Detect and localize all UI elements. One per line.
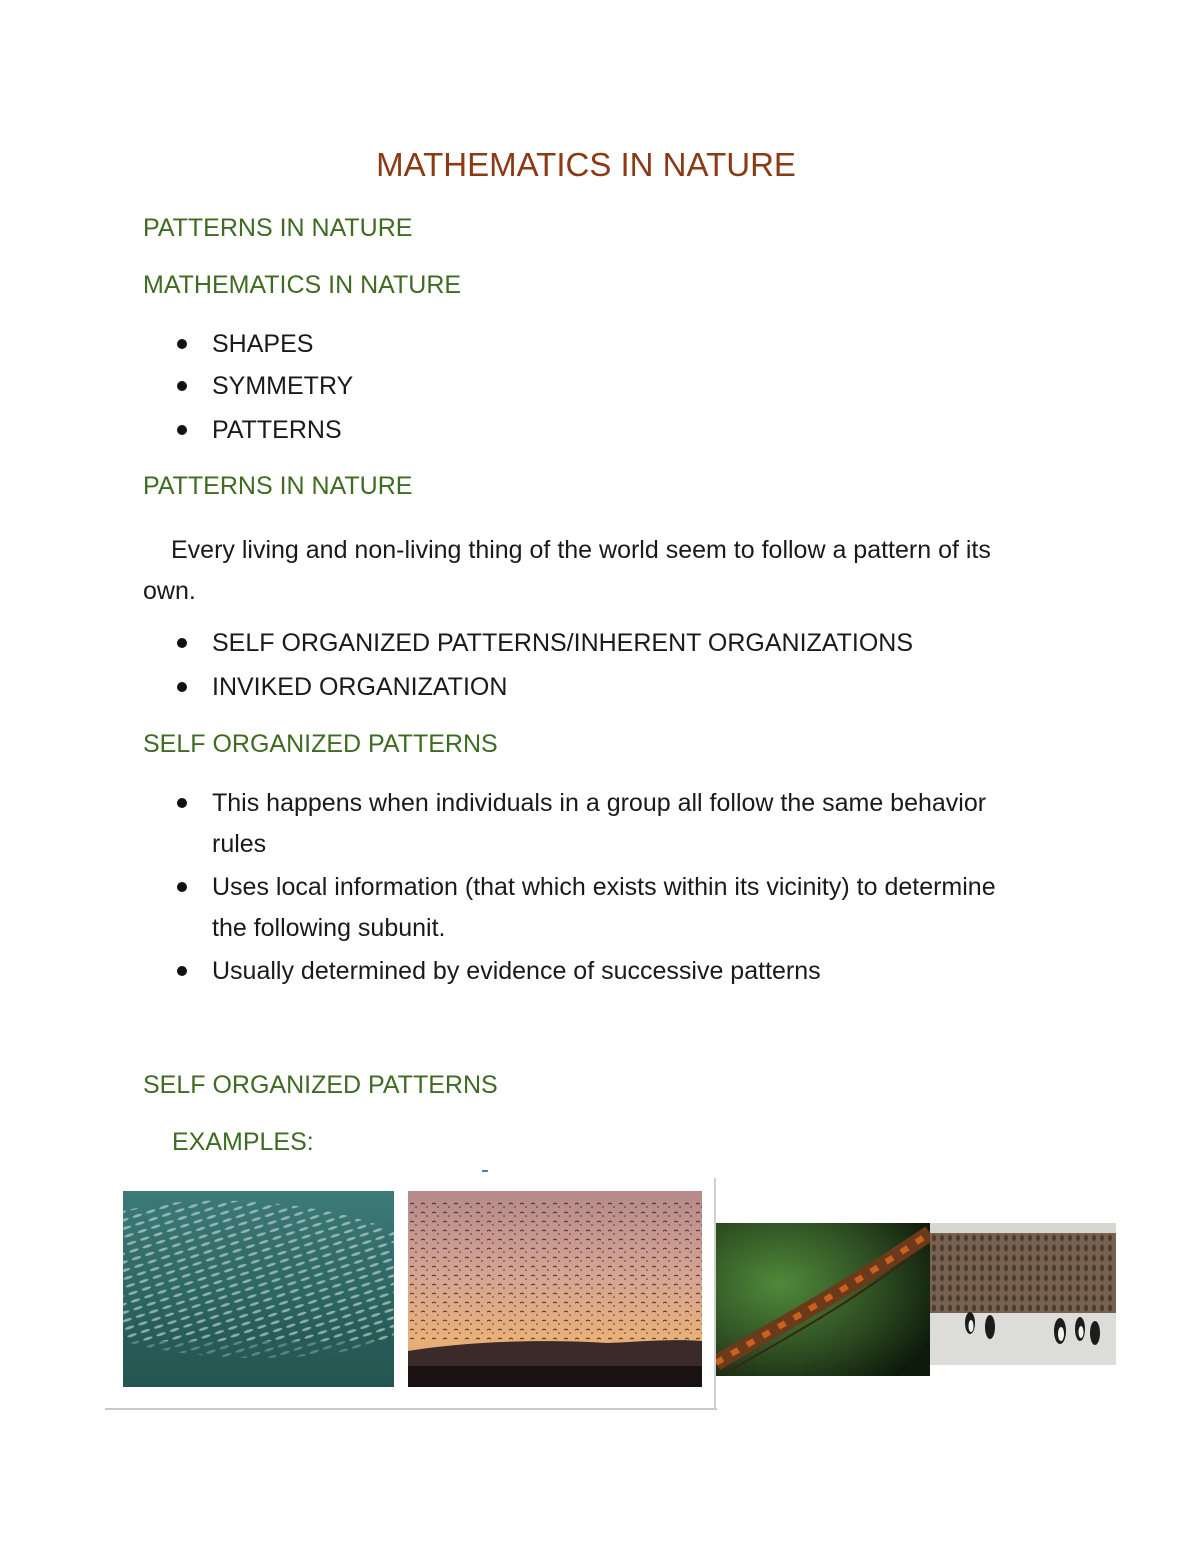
heading-self-organized-patterns: SELF ORGANIZED PATTERNS: [143, 730, 498, 758]
page-title: MATHEMATICS IN NATURE: [376, 146, 796, 183]
ant-bridge-image: [716, 1223, 930, 1376]
bullet-icon: [177, 381, 187, 391]
examples-label: EXAMPLES:: [172, 1128, 314, 1156]
list-item: PATTERNS: [212, 410, 342, 451]
list-item: This happens when individuals in a group all follow the same behavior rules: [212, 783, 1012, 865]
bullet-icon: [177, 425, 187, 435]
bullet-icon: [177, 682, 187, 692]
list-item: SYMMETRY: [212, 366, 353, 407]
list-item: Uses local information (that which exists within its vicinity) to determine the following subunit.: [212, 867, 1012, 949]
list-item: SHAPES: [212, 324, 313, 365]
paragraph: Every living and non-living thing of the world seem to follow a pattern of its own.: [143, 536, 991, 605]
bullet-icon: [177, 339, 187, 349]
heading-self-organized-patterns-2: SELF ORGANIZED PATTERNS: [143, 1071, 498, 1099]
list-item: INVIKED ORGANIZATION: [212, 667, 507, 708]
fish-school-image: [123, 1191, 394, 1387]
list-item: Usually determined by evidence of successive patterns: [212, 951, 1012, 992]
bullet-icon: [177, 638, 187, 648]
heading-patterns-in-nature-2: PATTERNS IN NATURE: [143, 472, 413, 500]
bullet-icon: [177, 798, 187, 808]
heading-mathematics-in-nature: MATHEMATICS IN NATURE: [143, 271, 462, 299]
bullet-icon: [177, 966, 187, 976]
penguin-colony-image: [930, 1223, 1116, 1365]
image-frame-bottom: [105, 1408, 717, 1410]
bird-flock-image: [408, 1191, 702, 1387]
bullet-icon: [177, 882, 187, 892]
list-item: SELF ORGANIZED PATTERNS/INHERENT ORGANIZATIONS: [212, 623, 913, 664]
image-marker: [482, 1170, 488, 1172]
heading-patterns-in-nature: PATTERNS IN NATURE: [143, 214, 413, 242]
